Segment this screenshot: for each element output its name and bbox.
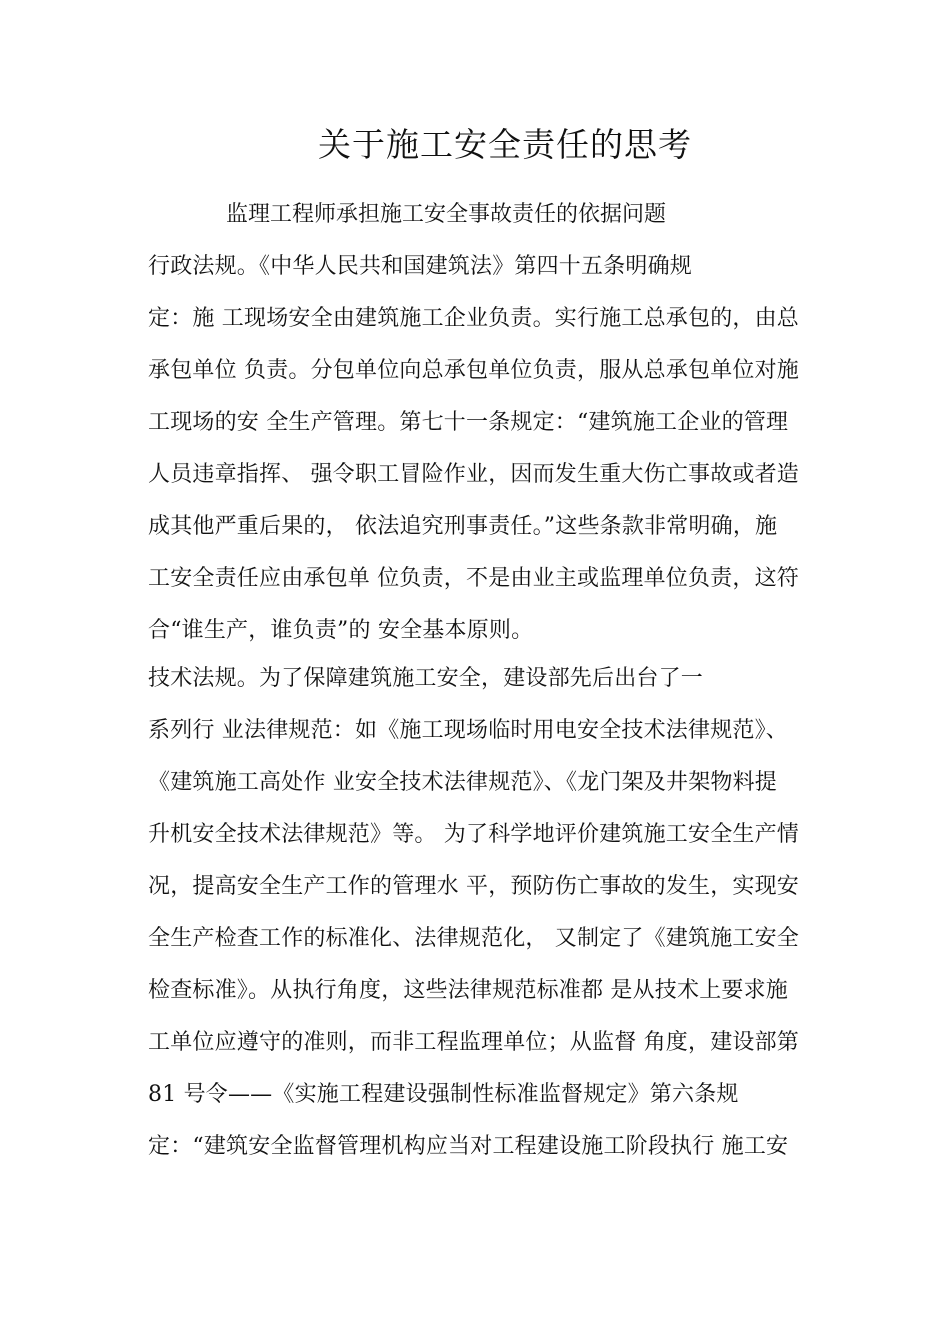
document-title: 关于施工安全责任的思考	[318, 125, 692, 164]
body-line: 定：施 工现场安全由建筑施工企业负责。实行施工总承包的，由总	[148, 306, 799, 331]
body-line: 成其他严重后果的， 依法追究刑事责任。”这些条款非常明确，施	[148, 514, 778, 539]
body-line: 人员违章指挥、 强令职工冒险作业，因而发生重大伤亡事故或者造	[148, 462, 799, 487]
body-line: 技术法规。为了保障建筑施工安全，建设部先后出台了一	[148, 666, 704, 691]
body-line: 工现场的安 全生产管理。第七十一条规定：“建筑施工企业的管理	[148, 410, 789, 435]
body-line: 工单位应遵守的准则，而非工程监理单位；从监督 角度，建设部第	[148, 1030, 799, 1055]
body-line: 《建筑施工高处作 业安全技术法律规范》、《龙门架及井架物料提	[148, 770, 777, 795]
body-line: 行政法规。《中华人民共和国建筑法》第四十五条明确规	[148, 254, 693, 279]
body-line: 定：“建筑安全监督管理机构应当对工程建设施工阶段执行 施工安	[148, 1134, 789, 1159]
body-line: 检查标准》。从执行角度，这些法律规范标准都 是从技术上要求施	[148, 978, 788, 1003]
body-line: 全生产检查工作的标准化、法律规范化， 又制定了《建筑施工安全	[148, 926, 799, 951]
body-line: 承包单位 负责。分包单位向总承包单位负责，服从总承包单位对施	[148, 358, 799, 383]
body-line: 升机安全技术法律规范》等。 为了科学地评价建筑施工安全生产情	[148, 822, 799, 847]
body-line: 81 号令——《实施工程建设强制性标准监督规定》第六条规	[148, 1082, 739, 1107]
body-line: 工安全责任应由承包单 位负责，不是由业主或监理单位负责，这符	[148, 566, 799, 591]
body-line: 况，提高安全生产工作的管理水 平，预防伤亡事故的发生，实现安	[148, 874, 799, 899]
document-subtitle: 监理工程师承担施工安全事故责任的依据问题	[226, 202, 667, 227]
body-line: 合“谁生产，谁负责”的 安全基本原则。	[148, 618, 534, 643]
body-line: 系列行 业法律规范：如《施工现场临时用电安全技术法律规范》、	[148, 718, 788, 743]
